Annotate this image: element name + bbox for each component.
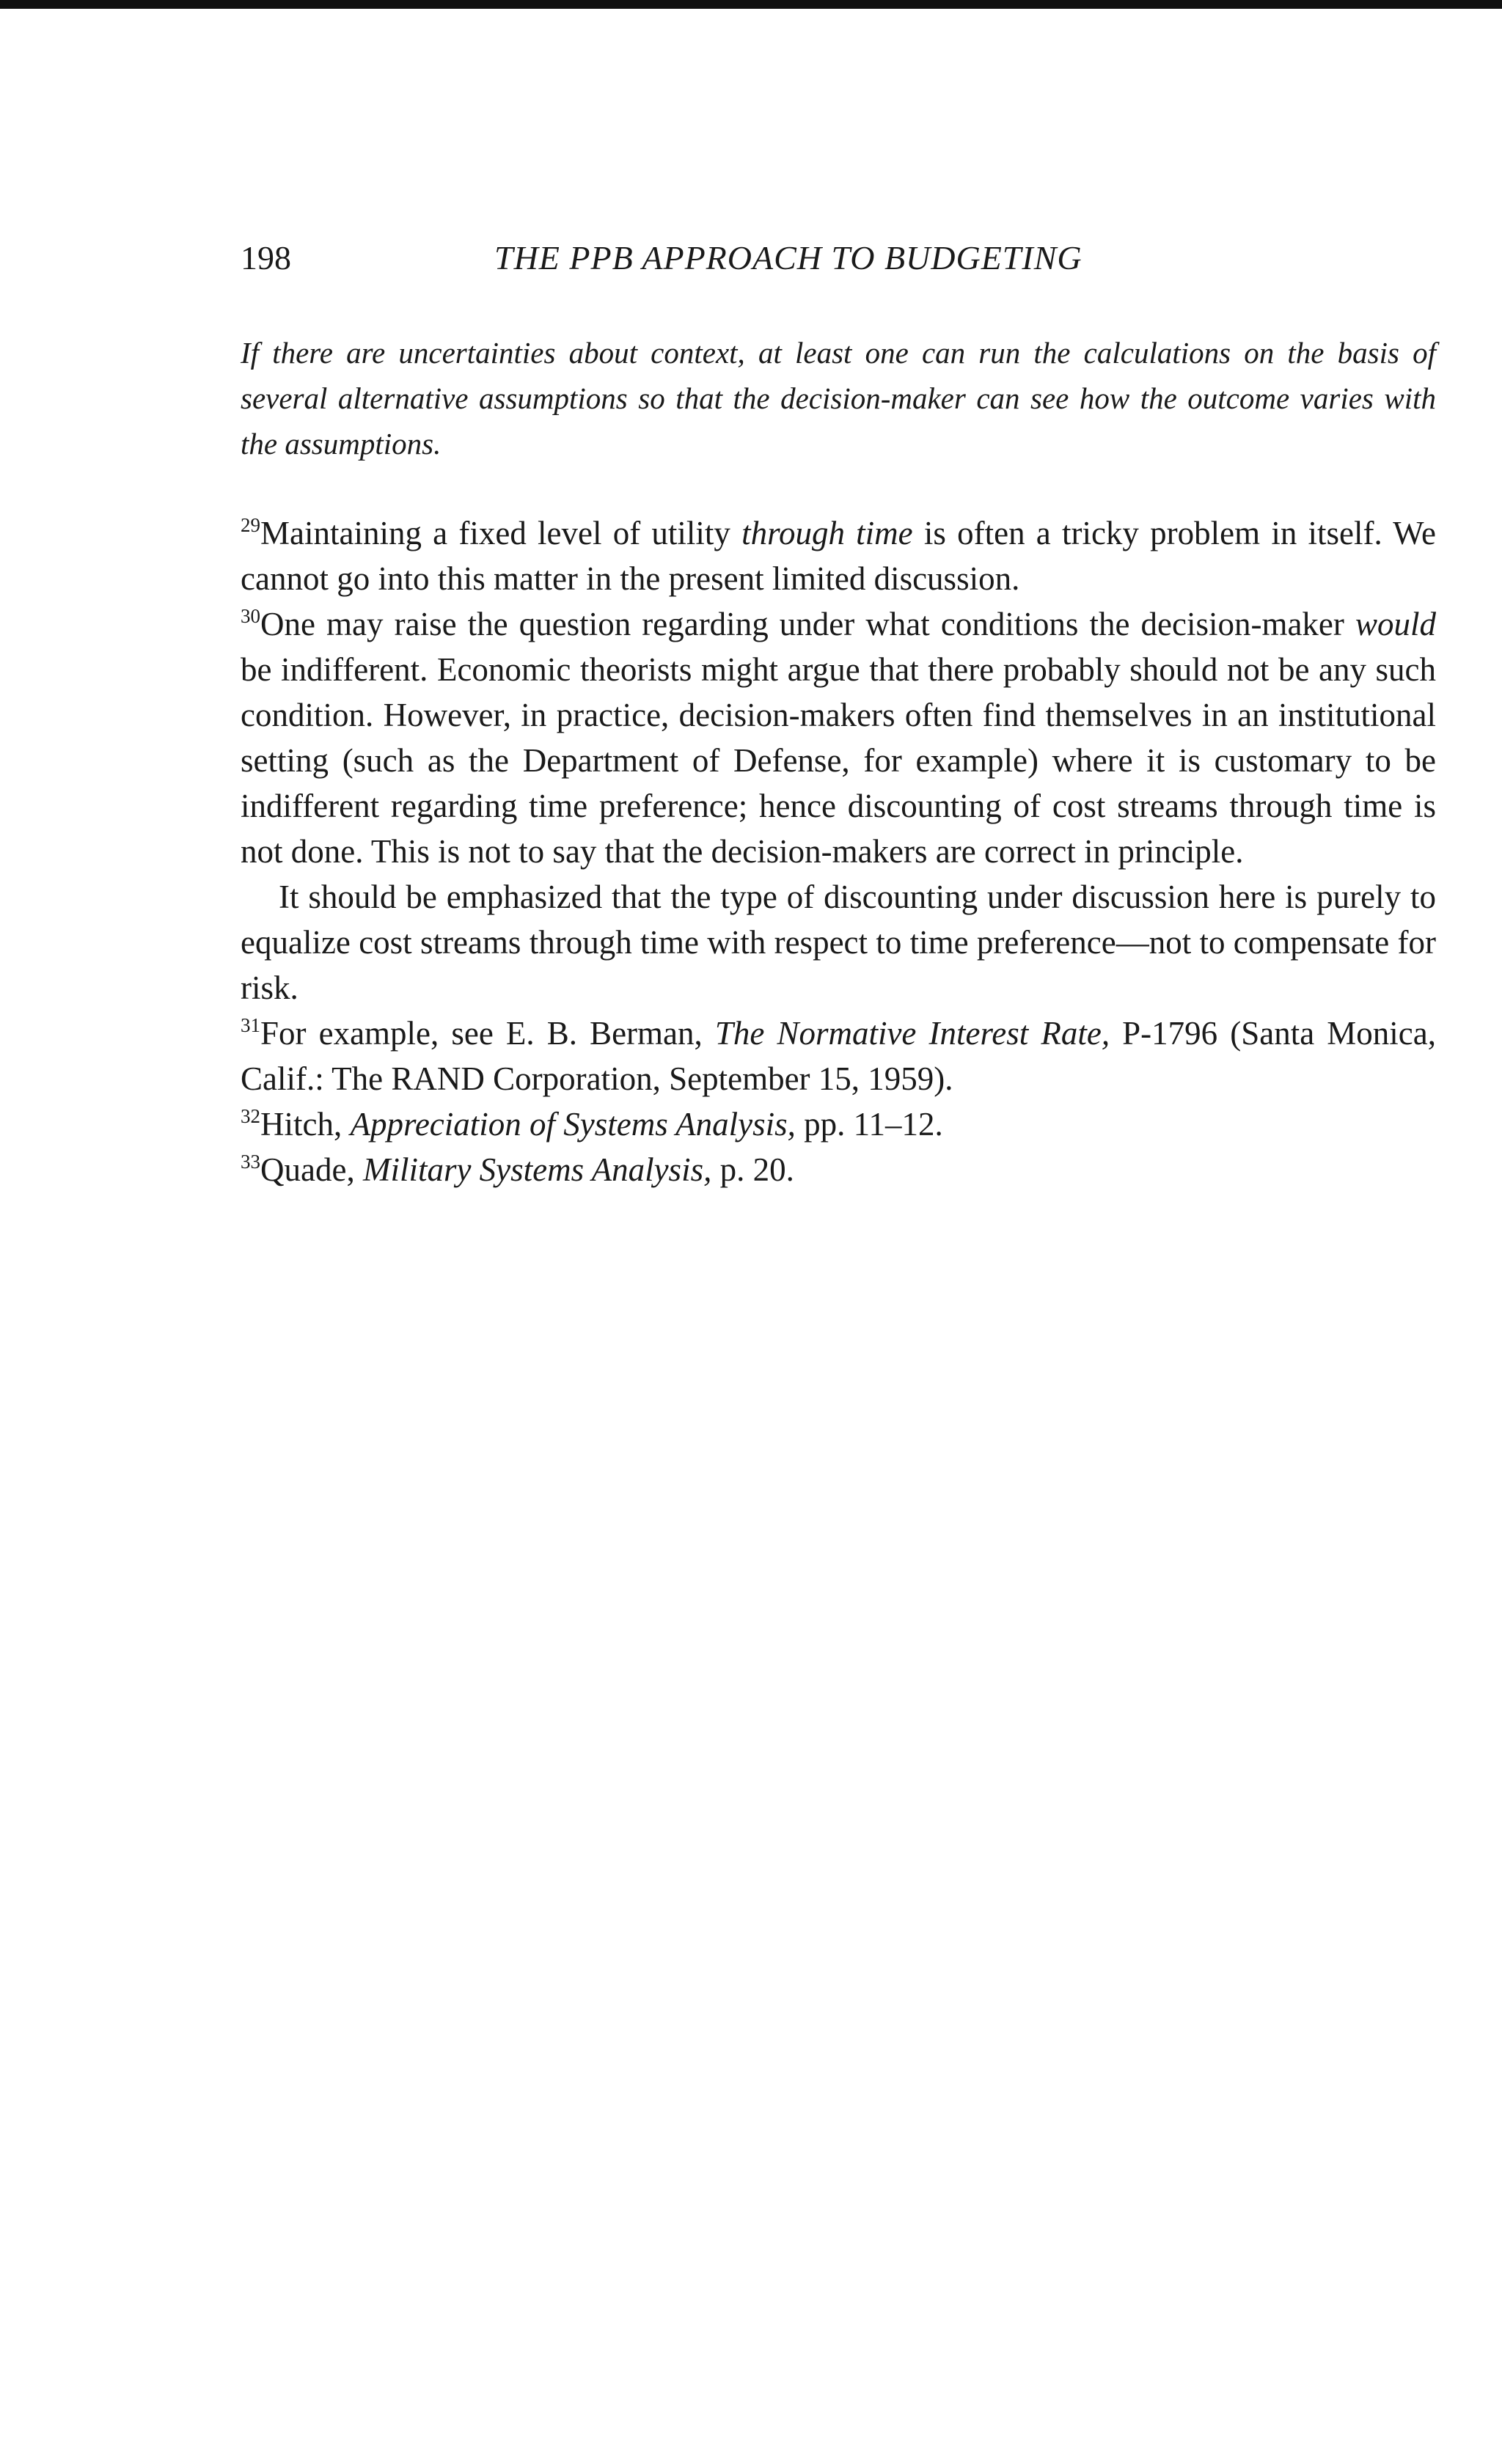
- footnote-italic-text: would: [1355, 606, 1436, 642]
- footnote-text: p. 20.: [711, 1151, 794, 1188]
- footnote-text: P-1796 (Santa Monica, Calif.: The RAND Corporation, September 15, 1959).: [241, 1015, 1437, 1097]
- footnote-text: For example, see E. B. Berman,: [260, 1015, 715, 1052]
- footnote-text: pp. 11–12.: [795, 1106, 943, 1143]
- footnote-italic-text: through time: [741, 515, 913, 551]
- footnote-31: [241, 1011, 1436, 1101]
- page-number: 198: [241, 239, 291, 276]
- footnote-marker: 30: [241, 605, 260, 627]
- footnote-text: Quade,: [260, 1151, 363, 1188]
- footnote-29: [241, 510, 1436, 601]
- footnote-text: be indifferent. Economic theorists might argue that there probably should not be any such condition. However, in practice, decision-makers often find themselves in an institutional setting (such as the Department of Defense, for example) where it is customary to be indifferent regarding time preference; hence discounting of cost streams through time is not done. This is not to say that the decision-makers are correct in principle.: [241, 651, 1436, 870]
- footnote-marker: 31: [241, 1014, 260, 1036]
- page-body: [241, 330, 1436, 1192]
- page-header: [241, 236, 1443, 280]
- footnote-text: is often a tricky problem in itself. We cannot go into this matter in the present limited discussion.: [241, 515, 1436, 597]
- footnote-list: [241, 510, 1436, 1192]
- footnote-32: [241, 1101, 1436, 1147]
- footnote-italic-text: Military Systems Analysis,: [362, 1151, 712, 1188]
- footnote-marker: 29: [241, 514, 260, 536]
- footnote-text: Hitch,: [260, 1106, 351, 1143]
- footnote-33: [241, 1147, 1436, 1192]
- footnote-italic-text: Appreciation of Systems Analysis,: [350, 1106, 796, 1143]
- footnote-marker: 32: [241, 1105, 260, 1127]
- footnote-30-continuation: It should be emphasized that the type of discounting under discussion here is purely to equalize cost streams through time with respect to time preference—not to compensate for risk.: [241, 879, 1436, 1006]
- footnote-italic-text: The Normative Interest Rate,: [714, 1015, 1110, 1052]
- top-scan-rule: [0, 0, 1502, 9]
- footnote-marker: 33: [241, 1151, 260, 1173]
- footnote-30: [241, 601, 1436, 874]
- footnote-text: One may raise the question regarding under what conditions the decision-maker: [260, 606, 1355, 642]
- continued-footnote: If there are uncertainties about context, at least one can run the calculations on the basis of several alternative assumptions so that the decision-maker can see how the outcome varies with the assumptions.: [241, 336, 1436, 461]
- running-title: THE PPB APPROACH TO BUDGETING: [494, 239, 1082, 276]
- footnote-text: Maintaining a fixed level of utility: [260, 515, 742, 551]
